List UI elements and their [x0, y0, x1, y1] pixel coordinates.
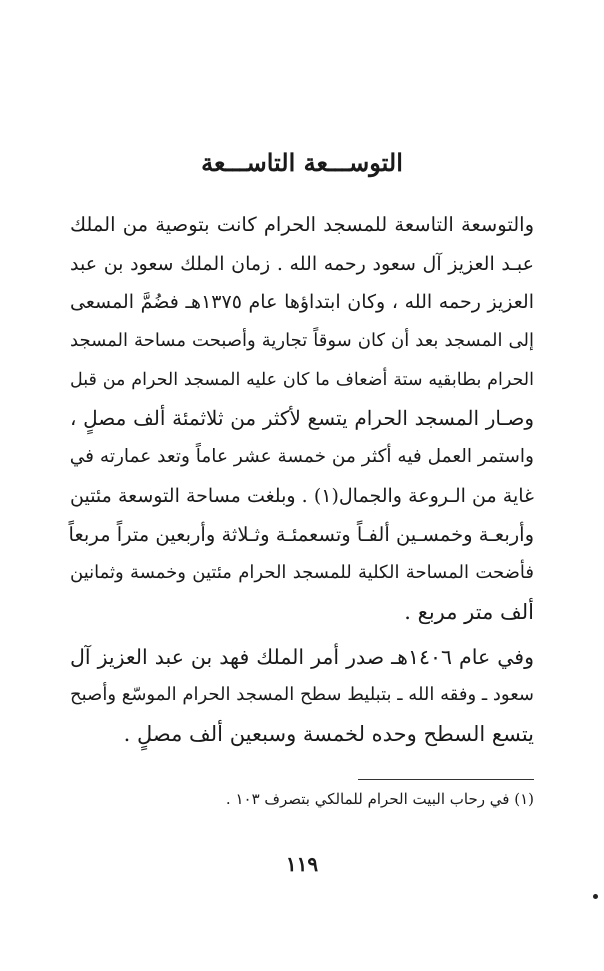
text-line: والتوسعة التاسعة للمسجد الحرام كانت بتوصية من الملك	[70, 213, 534, 236]
text-line: فأضحت المساحة الكلية للمسجد الحرام مئتين وخمسة وثمانين	[70, 562, 534, 584]
text-line: وصـار المسجد الحرام يتسع لأكثر من ثلاثمئة ألف مصلٍ ،	[70, 406, 534, 431]
ink-dot	[593, 894, 598, 899]
paragraph-1	[70, 206, 534, 632]
text-line: الحرام بطابقيه ستة أضعاف ما كان عليه المسجد الحرام من قبل	[70, 369, 534, 390]
text-line: واستمر العمل فيه أكثر من خمسة عشر عاماً وتعد عمارته في	[69, 446, 534, 468]
text-line: ألف متر مربع .	[404, 599, 534, 624]
text-line: وفي عام ١٤٠٦هـ صدر أمر الملك فهد بن عبد العزيز آل	[70, 644, 534, 669]
text-line: غاية من الـروعة والجمال(١) . وبلغت مساحة التوسعة مئتين	[70, 484, 534, 507]
text-line: العزيز رحمه الله ، وكان ابتداؤها عام ١٣٧٥هـ فضُمَّ المسعى	[70, 291, 534, 314]
text-line: إلى المسجد بعد أن كان سوقاً تجارية وأصبحت مساحة المسجد	[70, 330, 534, 352]
text-line: سعود ـ وفقه الله ـ بتبليط سطح المسجد الحرام الموسّع وأصبح	[70, 684, 534, 706]
footnote: (١) في رحاب البيت الحرام للمالكي بتصرف ١٠٣ .	[225, 790, 534, 808]
paragraph-2	[70, 638, 534, 754]
text-line: عبـد العزيز آل سعود رحمه الله . زمان الملك سعود بن عبد	[70, 252, 534, 275]
body-text	[70, 206, 534, 754]
text-line: وأربعـة وخمسـين ألفـاً وتسعمئـة وثـلاثة وأربعين متراً مربعاً	[68, 522, 534, 546]
text-line: يتسع السطح وحده لخمسة وسبعين ألف مصلٍ .	[123, 721, 534, 746]
footnote-divider	[358, 779, 534, 780]
page-number: ١١٩	[285, 852, 319, 876]
section-title: التوســـعة التاســـعة	[201, 148, 403, 177]
